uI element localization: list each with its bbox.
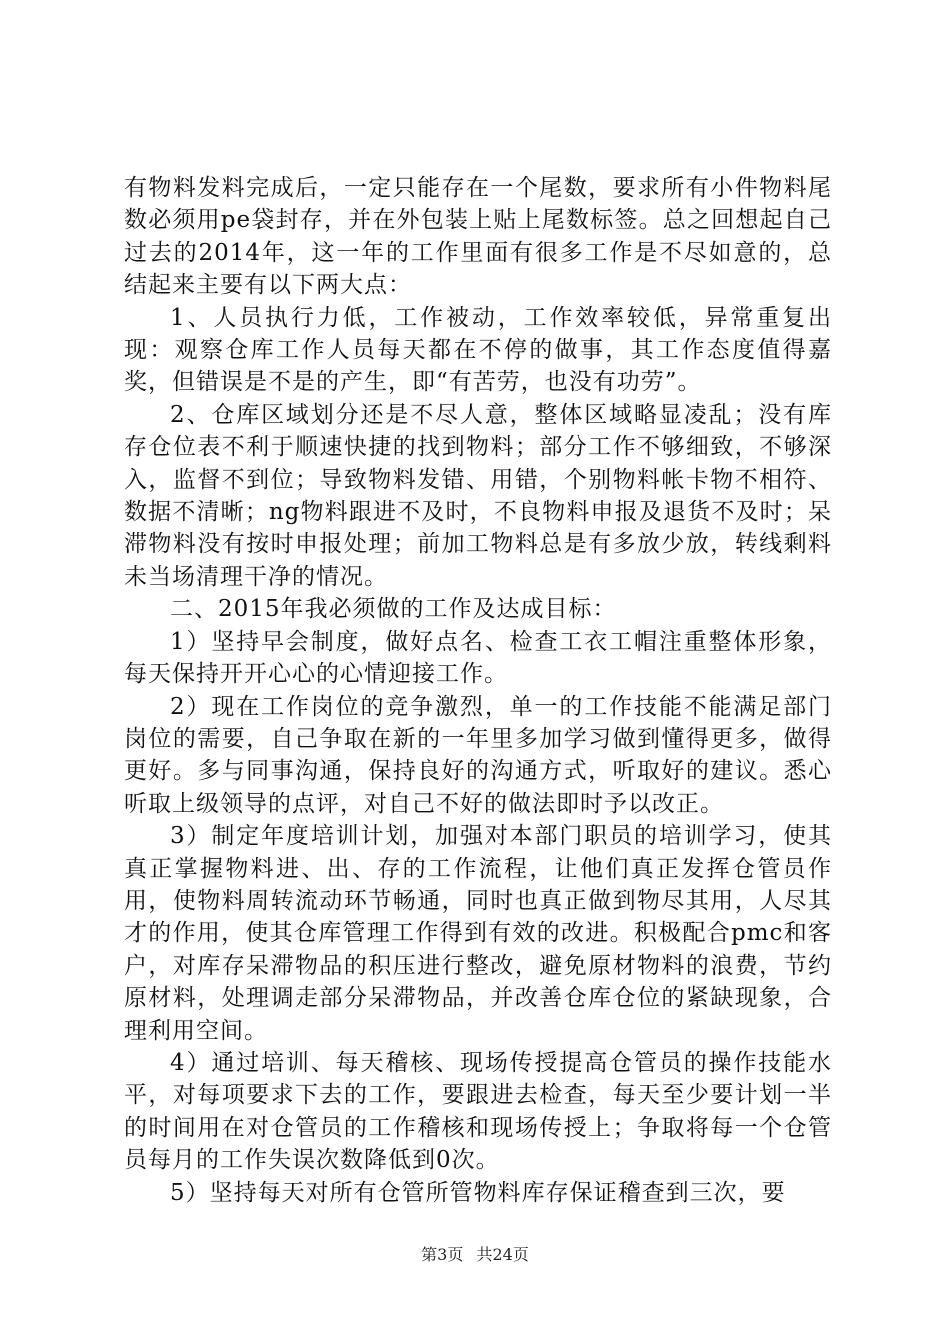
paragraph-goal-1: 1）坚持早会制度，做好点名、检查工衣工帽注重整体形象，每天保持开开心心的心情迎接工作。 <box>124 628 832 688</box>
paragraph-goal-2: 2）现在工作岗位的竞争激烈，单一的工作技能不能满足部门岗位的需要，自己争取在新的一年里多加学习做到懂得更多，做得更好。多与同事沟通，保持良好的沟通方式，听取好的建议。悉心听取上级领导的点评，对自己不好的做法即时予以改正。 <box>124 693 832 817</box>
page-number: 第3页 <box>421 1245 464 1264</box>
page-total: 共24页 <box>476 1245 529 1264</box>
paragraph-goal-3: 3）制定年度培训计划，加强对本部门职员的培训学习，使其真正掌握物料进、出、存的工作流程，让他们真正发挥仓管员作用，使物料周转流动环节畅通，同时也真正做到物尽其用，人尽其才的作用，使其仓库管理工作得到有效的改进。积极配合pmc和客户，对库存呆滞物品的积压进行整改，避免原材物料的浪费，节约原材料，处理调走部分呆滞物品，并改善仓库仓位的紧缺现象，合理利用空间。 <box>124 823 832 1044</box>
paragraph-point-2: 2、仓库区域划分还是不尽人意，整体区域略显凌乱；没有库存仓位表不利于顺速快捷的找到物料；部分工作不够细致，不够深入，监督不到位；导致物料发错、用错，个别物料帐卡物不相符、数据不清晰；ng物料跟进不及时，不良物料申报及退货不及时；呆滞物料没有按时申报处理；前加工物料总是有多放少放，转线剩料未当场清理干净的情况。 <box>124 401 832 590</box>
paragraph-continuation: 有物料发料完成后，一定只能存在一个尾数，要求所有小件物料尾数必须用pe袋封存，并在外包装上贴上尾数标签。总之回想起自己过去的2014年，这一年的工作里面有很多工作是不尽如意的，总结起来主要有以下两大点： <box>124 175 832 299</box>
paragraph-goal-4: 4）通过培训、每天稽核、现场传授提高仓管员的操作技能水平，对每项要求下去的工作，要跟进去检查，每天至少要计划一半的时间用在对仓管员的工作稽核和现场传授上；争取将每一个仓管员每月的工作失误次数降低到0次。 <box>124 1049 832 1174</box>
document-body <box>124 172 832 1209</box>
page-footer <box>0 1242 950 1265</box>
paragraph-point-1: 1、人员执行力低，工作被动，工作效率较低，异常重复出现：观察仓库工作人员每天都在不停的做事，其工作态度值得嘉奖，但错误是不是的产生，即“有苦劳，也没有功劳”。 <box>124 304 832 396</box>
paragraph-goal-5: 5）坚持每天对所有仓管所管物料库存保证稽查到三次，要 <box>170 1179 786 1206</box>
section-heading-2015-goals: 二、2015年我必须做的工作及达成目标： <box>170 596 617 623</box>
